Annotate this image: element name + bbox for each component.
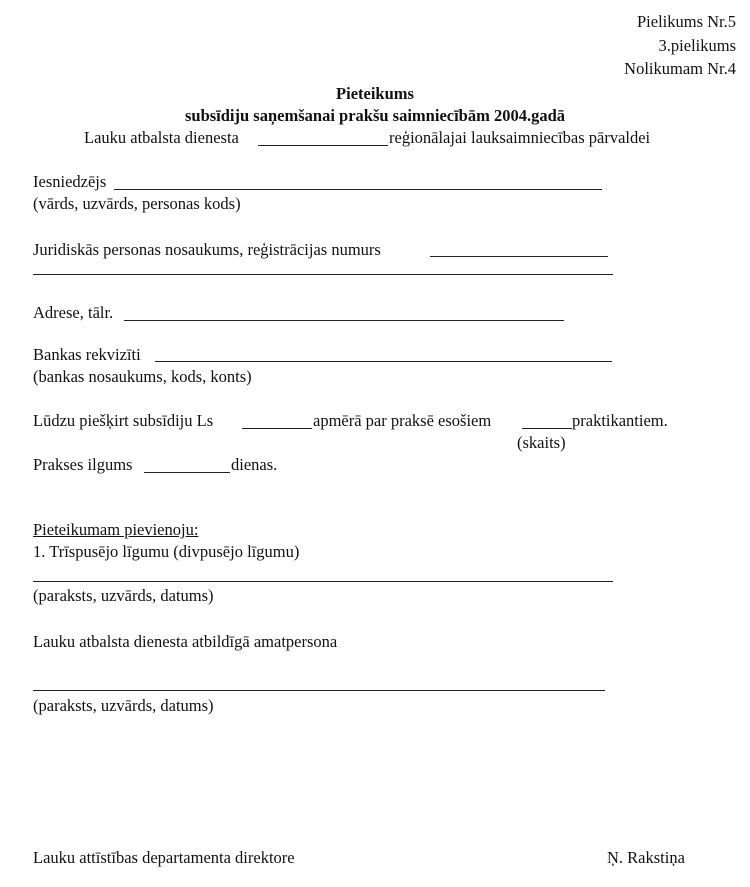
applicant-label: Iesniedzējs [33,172,107,191]
addressee-suffix: reģionālajai lauksaimniecības pārvaldei [389,128,651,147]
address-blank-line [124,320,564,321]
legal-entity-label: Juridiskās personas nosaukums, reģistrācijas numurs [33,240,381,259]
document-title: Pieteikums [336,84,414,103]
annex-reference-3: Nolikumam Nr.4 [624,59,736,78]
applicant-hint: (vārds, uzvārds, personas kods) [33,194,241,213]
request-text-3: praktikantiem. [572,411,668,430]
addressee-prefix: Lauku atbalsta dienesta [84,128,239,147]
applicant-blank-line [114,189,602,190]
legal-entity-blank-line [430,256,608,257]
director-position: Lauku attīstības departamenta direktore [33,848,295,867]
duration-blank-line [144,472,230,473]
amount-blank-line [242,428,312,429]
duration-label: Prakses ilgums [33,455,133,474]
official-signature-line [33,690,605,691]
official-signature-hint: (paraksts, uzvārds, datums) [33,696,214,715]
region-blank-line [258,145,388,146]
attachment-signature-hint: (paraksts, uzvārds, datums) [33,586,214,605]
official-label: Lauku atbalsta dienesta atbildīgā amatpersona [33,632,338,651]
bank-hint: (bankas nosaukums, kods, konts) [33,367,252,386]
request-text-2: apmērā par praksē esošiem [313,411,492,430]
request-text-1: Lūdzu piešķirt subsīdiju Ls [33,411,214,430]
attachments-heading: Pieteikumam pievienoju: [33,520,199,539]
annex-reference-2: 3.pielikums [658,36,736,55]
bank-label: Bankas rekvizīti [33,345,141,364]
document-subtitle: subsīdiju saņemšanai prakšu saimniecībām 2004.gadā [184,106,566,125]
address-label: Adrese, tālr. [33,303,114,322]
annex-reference-1: Pielikums Nr.5 [636,12,736,31]
count-blank-line [522,428,572,429]
count-hint: (skaits) [517,433,566,452]
attachment-item-1: 1. Trīspusējo līgumu (divpusējo līgumu) [33,542,300,561]
director-name: Ņ. Rakstiņa [607,848,685,867]
attachment-signature-line [33,581,613,582]
legal-entity-blank-line-2 [33,274,613,275]
bank-blank-line [155,361,612,362]
duration-suffix: dienas. [231,455,278,474]
